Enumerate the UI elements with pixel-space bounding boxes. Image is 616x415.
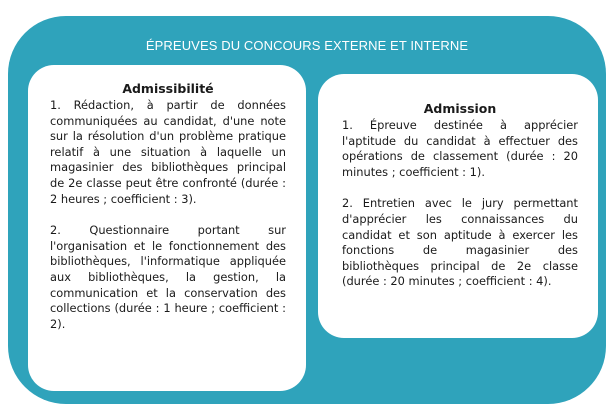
admissibilite-item-2: 2. Questionnaire portant sur l'organisation et le fonctionnement des bibliothèques, l'informatique appliquée aux bibliothèques, la gestion, la communication et la conservation des collections (durée : 1 heure ; coefficient : 2). [50,223,286,331]
admission-heading: Admission [423,101,497,116]
admissibilite-item-1: 1. Rédaction, à partir de données communiquées au candidat, d'une note sur la résolution d'un problème pratique relatif à une situation à laquelle un magasinier des bibliothèques principal de 2e classe peut être confronté (durée : 2 heures ; coefficient : 3). [50,98,286,206]
admissibilite-card [28,65,306,391]
panel-title: ÉPREUVES DU CONCOURS EXTERNE ET INTERNE [145,38,469,53]
admission-card [318,74,598,338]
exam-panel [8,16,606,404]
admissibilite-heading: Admissibilité [122,81,214,96]
admission-item-1: 1. Épreuve destinée à apprécier l'aptitude du candidat à effectuer des opérations de classement (durée : 20 minutes ; coefficient : 1). [342,118,578,179]
admission-item-2: 2. Entretien avec le jury permettant d'apprécier les connaissances du candidat et son aptitude à exercer les fonctions de magasinier des bibliothèques principal de 2e classe (durée : 20 minutes ; coefficient : 4). [342,196,578,289]
